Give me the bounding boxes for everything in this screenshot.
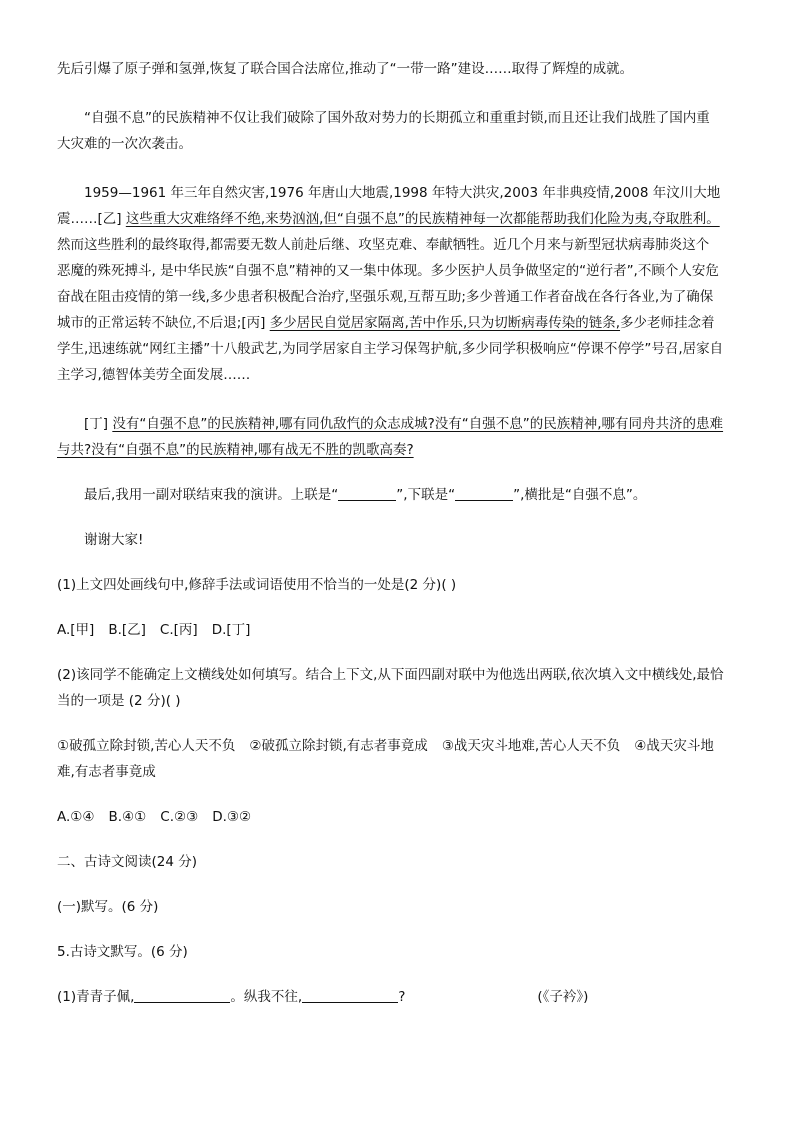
q5-1-source: (《子衿》) — [537, 989, 589, 1005]
para3-line4: 恶魔的殊死搏斗, 是中华民族“自强不息”精神的又一集中体现。多少医护人员争做坚定的“逆行者”,不顾个人安危 — [57, 263, 719, 279]
question1-options — [57, 617, 747, 643]
para4-line1-prefix: [丁] — [84, 416, 113, 432]
underlined-sentence-yi: 这些重大灾难络绎不绝,来势汹汹,但“自强不息”的民族精神每一次都能帮助我们化险为夷,夺取胜利。 — [125, 211, 720, 227]
para4-line2 — [57, 437, 747, 463]
para3-line3: 然而这些胜利的最终取得,都需要无数人前赴后继、攻坚克难、奉献牺牲。近几个月来与新型冠状病毒肺炎这个 — [57, 237, 710, 253]
q2-option-b[interactable]: B.④① — [108, 809, 147, 825]
para3-line7: 学生,迅速练就“网红主播”十八般武艺,为同学居家自主学习保驾护航,多少同学积极响应“停课不停学”号召,居家自 — [57, 341, 724, 357]
underlined-sentence-bing: 多少居民自觉居家隔离,苦中作乐,只为切断病毒传染的链条, — [269, 315, 621, 331]
para5-post: ”,横批是“自强不息”。 — [513, 487, 647, 503]
question5-title: 5.古诗文默写。(6 分) — [57, 944, 188, 960]
q1-option-b[interactable]: B.[乙] — [108, 622, 146, 638]
question2-couplets-line1 — [57, 733, 747, 759]
couplet-lower-blank[interactable] — [455, 485, 513, 501]
q1-option-c[interactable]: C.[丙] — [159, 622, 198, 638]
q5-1-part-b: 。纵我不往, — [230, 989, 303, 1005]
para3-line6-suffix: 多少老师挂念着 — [620, 315, 715, 331]
para3-line2-prefix: 震……[乙] — [57, 211, 126, 227]
question1-text: (1)上文四处画线句中,修辞手法或词语使用不恰当的一处是(2 分)( ) — [57, 577, 457, 593]
couplet-item-3: ③战天灾斗地难,苦心人天不负 — [441, 738, 621, 754]
question2-options — [57, 804, 747, 830]
para5-pre: 最后,我用一副对联结束我的演讲。上联是“ — [84, 487, 339, 503]
section2-title: 二、古诗文阅读(24 分) — [57, 854, 198, 870]
couplet-item-2: ②破孤立除封锁,有志者事竟成 — [249, 738, 428, 754]
para3-line5: 奋战在阻击疫情的第一线,多少患者积极配合治疗,坚强乐观,互帮互助;多少普通工作者奋战在各行各业,为了确保 — [57, 289, 714, 305]
question2-couplets-line2: 难,有志者事竟成 — [57, 764, 156, 780]
question5-item1 — [57, 984, 747, 1010]
para5-line — [57, 482, 747, 508]
q2-option-d[interactable]: D.③② — [212, 809, 252, 825]
couplet-item-1: ①破孤立除封锁,苦心人天不负 — [57, 738, 236, 754]
q5-1-part-c: ? — [398, 989, 406, 1005]
para3-line6 — [57, 310, 747, 336]
q1-option-a[interactable]: A.[甲] — [57, 622, 95, 638]
q2-option-c[interactable]: C.②③ — [160, 809, 199, 825]
underlined-sentence-ding-part1: 没有“自强不息”的民族精神,哪有同仇敌忾的众志成城?没有“自强不息”的民族精神,哪有同舟共济的患难 — [112, 416, 724, 432]
underlined-sentence-ding-part2: 与共?没有“自强不息”的民族精神,哪有战无不胜的凯歌高奏? — [57, 442, 414, 458]
q2-option-a[interactable]: A.①④ — [57, 809, 95, 825]
question2-line2: 当的一项是 (2 分)( ) — [57, 693, 181, 709]
para6-thanks: 谢谢大家! — [84, 532, 144, 548]
couplet-upper-blank[interactable] — [338, 485, 396, 501]
question2-line1: (2)该同学不能确定上文横线处如何填写。结合上下文,从下面四副对联中为他选出两联,依次填入文中横线处,最恰 — [57, 667, 724, 683]
couplet-item-4: ④战天灾斗地 — [634, 738, 714, 754]
para2-line1: “自强不息”的民族精神不仅让我们破除了国外敌对势力的长期孤立和重重封锁,而且还让我们战胜了国内重 — [84, 110, 710, 126]
q5-1-blank-2[interactable] — [302, 987, 398, 1003]
q5-1-blank-1[interactable] — [134, 987, 230, 1003]
para1-line1: 先后引爆了原子弹和氢弹,恢复了联合国合法席位,推动了“一带一路”建设……取得了辉煌的成就。 — [57, 61, 634, 77]
para3-line8: 主学习,德智体美劳全面发展…… — [57, 367, 251, 383]
q1-option-d[interactable]: D.[丁] — [211, 622, 251, 638]
document-page — [57, 56, 747, 1010]
para5-mid: ”,下联是“ — [396, 487, 456, 503]
section2-subtitle: (一)默写。(6 分) — [57, 899, 159, 915]
para3-line2 — [57, 206, 747, 232]
para3-line6-prefix: 城市的正常运转不缺位,不后退;[丙] — [57, 315, 270, 331]
para4-line1 — [57, 411, 747, 437]
para2-line2: 大灾难的一次次袭击。 — [57, 136, 192, 152]
para3-line1: 1959—1961 年三年自然灾害,1976 年唐山大地震,1998 年特大洪灾,2003 年非典疫情,2008 年汶川大地 — [84, 185, 721, 201]
q5-1-part-a: (1)青青子佩, — [57, 989, 135, 1005]
